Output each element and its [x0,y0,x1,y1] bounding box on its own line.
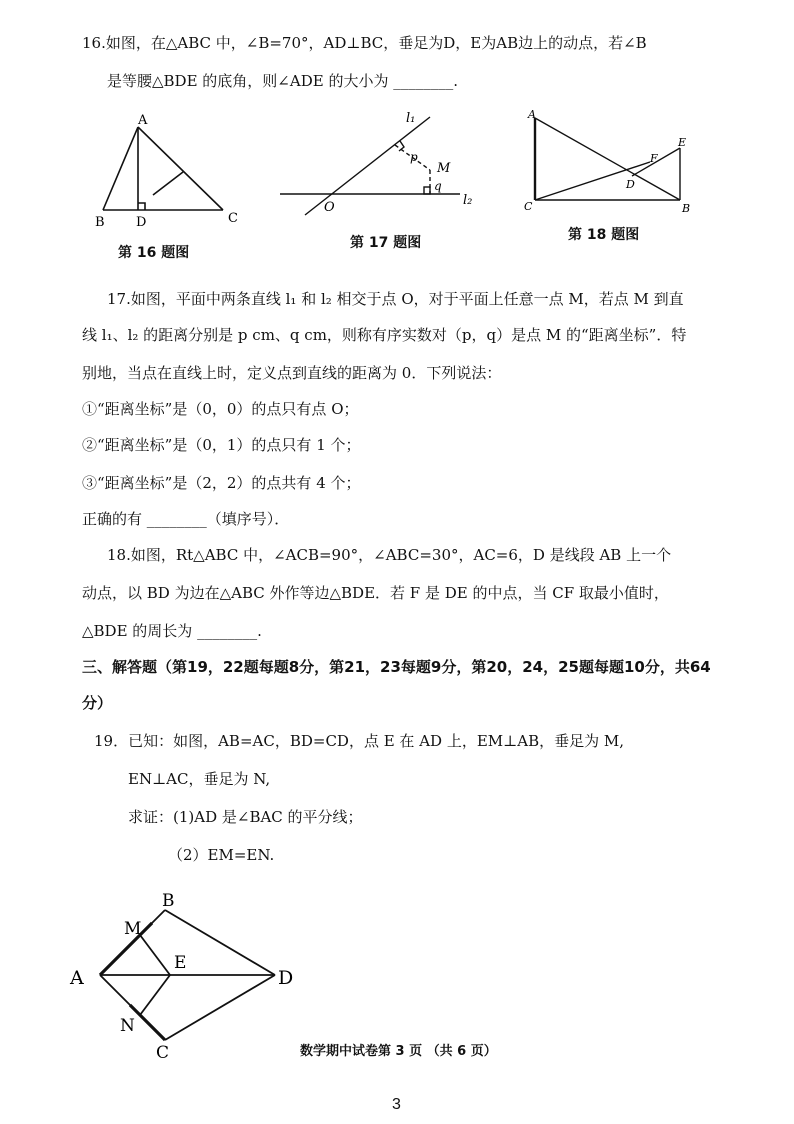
fig17-caption: 第 17 题图 [350,235,422,251]
fig17-label-l1: l₁ [406,111,416,126]
fig19-highlight-nc [130,1005,165,1040]
fig17-label-o: O [324,200,335,215]
q18-line-1: 18.如图，Rt△ABC 中，∠ACB=90°，∠ABC=30°，AC=6，D 是线段 AB 上一个 [107,546,672,564]
fig18-label-b: B [682,202,691,215]
fig17-label-l2: l₂ [463,193,473,208]
fig16-side-ab [103,127,138,210]
fig19-label-c: C [156,1043,170,1063]
fig19-label-n: N [120,1016,135,1036]
figure-16 [103,127,223,210]
fig19-label-e: E [174,953,187,973]
fig17-label-p: p [410,150,418,164]
q19-line-1: 19．已知：如图，AB=AC，BD=CD，点 E 在 AD 上，EM⊥AB，垂足为 M, [94,732,624,750]
fig18-label-f: F [650,152,658,165]
fig19-label-a: A [70,967,84,989]
fig17-right-angle-q [424,187,430,194]
q16-line-2: 是等腰△BDE 的底角，则∠ADE 的大小为 ________. [107,72,458,90]
q17-line-3: 别地，当点在直线上时，定义点到直线的距离为 0．下列说法： [82,364,502,382]
fig19-label-b: B [162,891,175,911]
q17-statement-2: ②“距离坐标”是（0，1）的点只有 1 个； [82,436,361,454]
q19-line-3: 求证：(1)AD 是∠BAC 的平分线； [128,808,363,826]
fig18-label-d: D [626,178,635,191]
fig16-side-ac [138,127,223,210]
q19-line-4: （2）EM=EN. [168,846,275,864]
fig19-label-m: M [124,919,142,939]
fig17-label-q: q [434,179,442,193]
fig17-right-angle-p [399,141,404,151]
fig16-right-angle-mark [138,203,145,210]
page-footer: 数学期中试卷第 3 页 （共 6 页） [300,1044,497,1059]
fig19-segment-em [140,935,170,975]
q17-statement-1: ①“距离坐标”是（0，0）的点只有点 O； [82,400,359,418]
fig16-label-a: A [138,113,148,128]
q17-line-1: 17.如图，平面中两条直线 l₁ 和 l₂ 相交于点 O，对于平面上任意一点 M，若点 M 到直 [107,290,684,308]
q19-line-2: EN⊥AC，垂足为 N, [128,770,271,788]
q18-line-3: △BDE 的周长为 ________. [82,622,262,640]
fig18-label-c: C [524,200,533,213]
fig16-caption: 第 16 题图 [118,245,190,261]
fig16-label-b: B [95,215,105,230]
fig17-label-m: M [437,161,451,176]
fig16-segment [153,172,183,195]
fig16-label-c: C [228,211,238,226]
fig18-label-e: E [678,136,687,149]
fig19-label-d: D [278,967,294,989]
page-number: 3 [392,1096,401,1113]
q17-answer-blank: 正确的有 ________（填序号）． [82,510,290,528]
fig19-side-cd [165,975,275,1040]
section-3-heading-cont: 分） [82,694,113,712]
q18-line-2: 动点，以 BD 为边在△ABC 外作等边△BDE．若 F 是 DE 的中点，当 CF 取最小值时， [82,584,669,602]
q17-statement-3: ③“距离坐标”是（2，2）的点共有 4 个； [82,474,361,492]
section-3-heading: 三、解答题（第19，22题每题8分，第21，23每题9分，第20，24，25题每题10分，共64 [82,658,711,676]
figure-17 [280,117,460,215]
fig18-label-a: A [528,108,536,121]
q17-line-2: 线 l₁、l₂ 的距离分别是 p cm、q cm，则称有序实数对（p，q）是点 M 的“距离坐标”．特 [82,326,687,344]
fig18-side-ab [535,118,680,200]
q16-line-1: 16.如图，在△ABC 中，∠B=70°，AD⊥BC，垂足为D，E为AB边上的动点，若∠B [82,34,647,52]
fig18-caption: 第 18 题图 [568,227,640,243]
fig16-label-d: D [136,215,147,230]
fig19-segment-en [140,975,170,1015]
figure-18 [535,118,680,200]
